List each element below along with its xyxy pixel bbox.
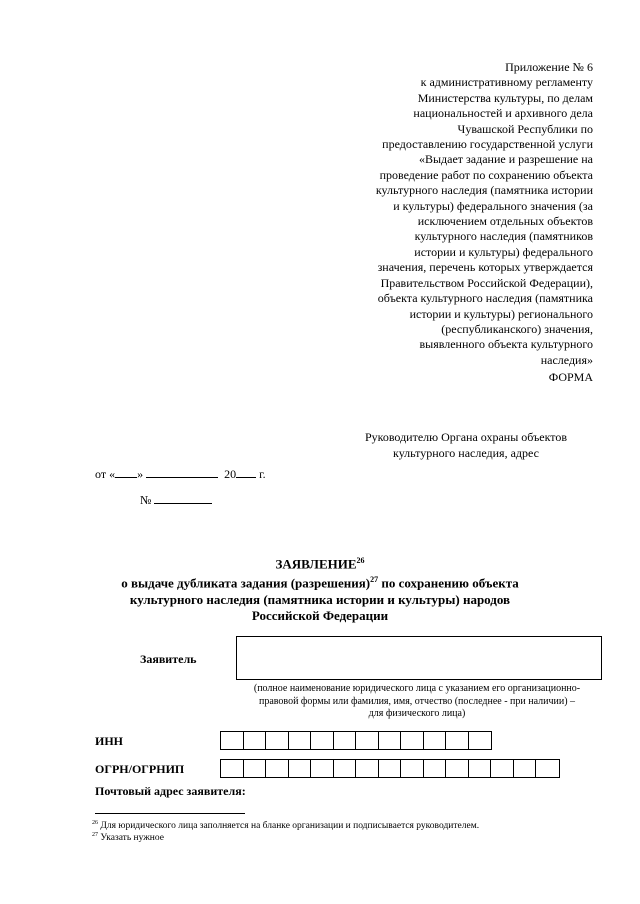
- appendix-line: (республиканского) значения,: [441, 321, 593, 336]
- digit-cell[interactable]: [514, 760, 537, 777]
- applicant-input-box[interactable]: [236, 636, 602, 680]
- day-field[interactable]: [115, 466, 137, 478]
- appendix-line: истории и культуры) федерального: [414, 244, 593, 259]
- date-prefix: от «: [95, 467, 116, 481]
- appendix-line: объекта культурного наследия (памятника: [377, 291, 593, 306]
- digit-cell[interactable]: [289, 760, 312, 777]
- footnote-ref-27: 27: [370, 575, 379, 585]
- appendix-line: значения, перечень которых утверждается: [377, 260, 593, 275]
- digit-cell[interactable]: [491, 760, 514, 777]
- appendix-line: Чувашской Республики по: [457, 121, 593, 136]
- digit-cell[interactable]: [424, 760, 447, 777]
- date-row: [95, 466, 266, 482]
- year-prefix: 20: [224, 467, 237, 481]
- appendix-line: «Выдает задание и разрешение на: [418, 152, 593, 167]
- footnote-number: 26: [92, 820, 98, 826]
- digit-cell[interactable]: [266, 732, 289, 749]
- title-line-3: культурного наследия (памятника истории и культуры) народов: [129, 591, 511, 607]
- postal-address-label: Почтовый адрес заявителя:: [95, 784, 246, 798]
- digit-cell[interactable]: [401, 760, 424, 777]
- date-quote-close: »: [137, 467, 144, 481]
- applicant-label: Заявитель: [140, 652, 197, 666]
- inn-input-cells[interactable]: [220, 731, 492, 750]
- appendix-line: и культуры) федерального значения (за: [393, 198, 593, 213]
- digit-cell[interactable]: [401, 732, 424, 749]
- digit-cell[interactable]: [334, 732, 357, 749]
- applicant-note: [232, 683, 602, 721]
- number-field[interactable]: [154, 492, 212, 504]
- title-line-2a: о выдаче дубликата задания (разрешения): [121, 575, 371, 591]
- footnote-text: Указать нужное: [100, 833, 164, 844]
- digit-cell[interactable]: [379, 760, 402, 777]
- digit-cell[interactable]: [469, 732, 492, 749]
- footnote-number: 27: [92, 832, 98, 838]
- inn-label: ИНН: [95, 734, 124, 748]
- document-title: [60, 553, 580, 624]
- appendix-line: к административному регламенту: [420, 75, 593, 90]
- appendix-line: Правительством Российской Федерации),: [380, 275, 593, 290]
- footnote-divider: [95, 813, 245, 814]
- appendix-header: [330, 60, 593, 368]
- title-line-2b: по сохранению объекта: [378, 575, 519, 591]
- form-label: ФОРМА: [548, 370, 593, 384]
- appendix-line: культурного наследия (памятника истории: [375, 183, 593, 198]
- title-main: ЗАЯВЛЕНИЕ: [275, 556, 357, 572]
- appendix-line: национальностей и архивного дела: [413, 106, 593, 121]
- digit-cell[interactable]: [311, 760, 334, 777]
- appendix-line: истории и культуры) регионального: [409, 306, 593, 321]
- number-row: [140, 492, 212, 508]
- recipient-block: [340, 430, 592, 461]
- digit-cell[interactable]: [289, 732, 312, 749]
- digit-cell[interactable]: [334, 760, 357, 777]
- digit-cell[interactable]: [379, 732, 402, 749]
- applicant-note-line-2: правовой формы или фамилия, имя, отчество (последнее - при наличии) –: [258, 695, 576, 707]
- digit-cell[interactable]: [536, 760, 559, 777]
- appendix-line: исключением отдельных объектов: [417, 214, 593, 229]
- appendix-line: предоставлению государственной услуги: [382, 137, 593, 152]
- number-label: №: [140, 493, 152, 507]
- appendix-line: культурного наследия (памятников: [414, 229, 593, 244]
- appendix-line: выявленного объекта культурного: [419, 337, 593, 352]
- digit-cell[interactable]: [311, 732, 334, 749]
- applicant-note-line-3: для физического лица): [368, 708, 466, 719]
- recipient-line-2: культурного наследия, адрес: [393, 445, 539, 460]
- digit-cell[interactable]: [356, 760, 379, 777]
- ogrn-input-cells[interactable]: [220, 759, 560, 778]
- digit-cell[interactable]: [424, 732, 447, 749]
- digit-cell[interactable]: [446, 732, 469, 749]
- digit-cell[interactable]: [446, 760, 469, 777]
- digit-cell[interactable]: [356, 732, 379, 749]
- applicant-note-line-1: (полное наименование юридического лица с указанием его организационно-: [253, 683, 581, 694]
- year-field[interactable]: [236, 466, 256, 478]
- recipient-line-1: Руководителю Органа охраны объектов: [364, 430, 568, 444]
- month-field[interactable]: [146, 466, 218, 478]
- footnote-27: [92, 832, 164, 843]
- appendix-line: Министерства культуры, по делам: [417, 90, 593, 105]
- digit-cell[interactable]: [221, 732, 244, 749]
- year-suffix: г.: [259, 467, 266, 481]
- appendix-line: Приложение № 6: [505, 60, 593, 74]
- digit-cell[interactable]: [266, 760, 289, 777]
- footnote-ref-26: 26: [356, 556, 365, 565]
- footnote-26: [92, 820, 479, 831]
- footnote-text: Для юридического лица заполняется на бланке организации и подписывается руководителем.: [100, 821, 480, 832]
- digit-cell[interactable]: [244, 732, 267, 749]
- appendix-line: проведение работ по сохранению объекта: [379, 167, 593, 182]
- digit-cell[interactable]: [244, 760, 267, 777]
- appendix-line: наследия»: [540, 352, 593, 367]
- digit-cell[interactable]: [221, 760, 244, 777]
- title-line-4: Российской Федерации: [251, 607, 389, 623]
- digit-cell[interactable]: [469, 760, 492, 777]
- ogrn-label: ОГРН/ОГРНИП: [95, 762, 185, 776]
